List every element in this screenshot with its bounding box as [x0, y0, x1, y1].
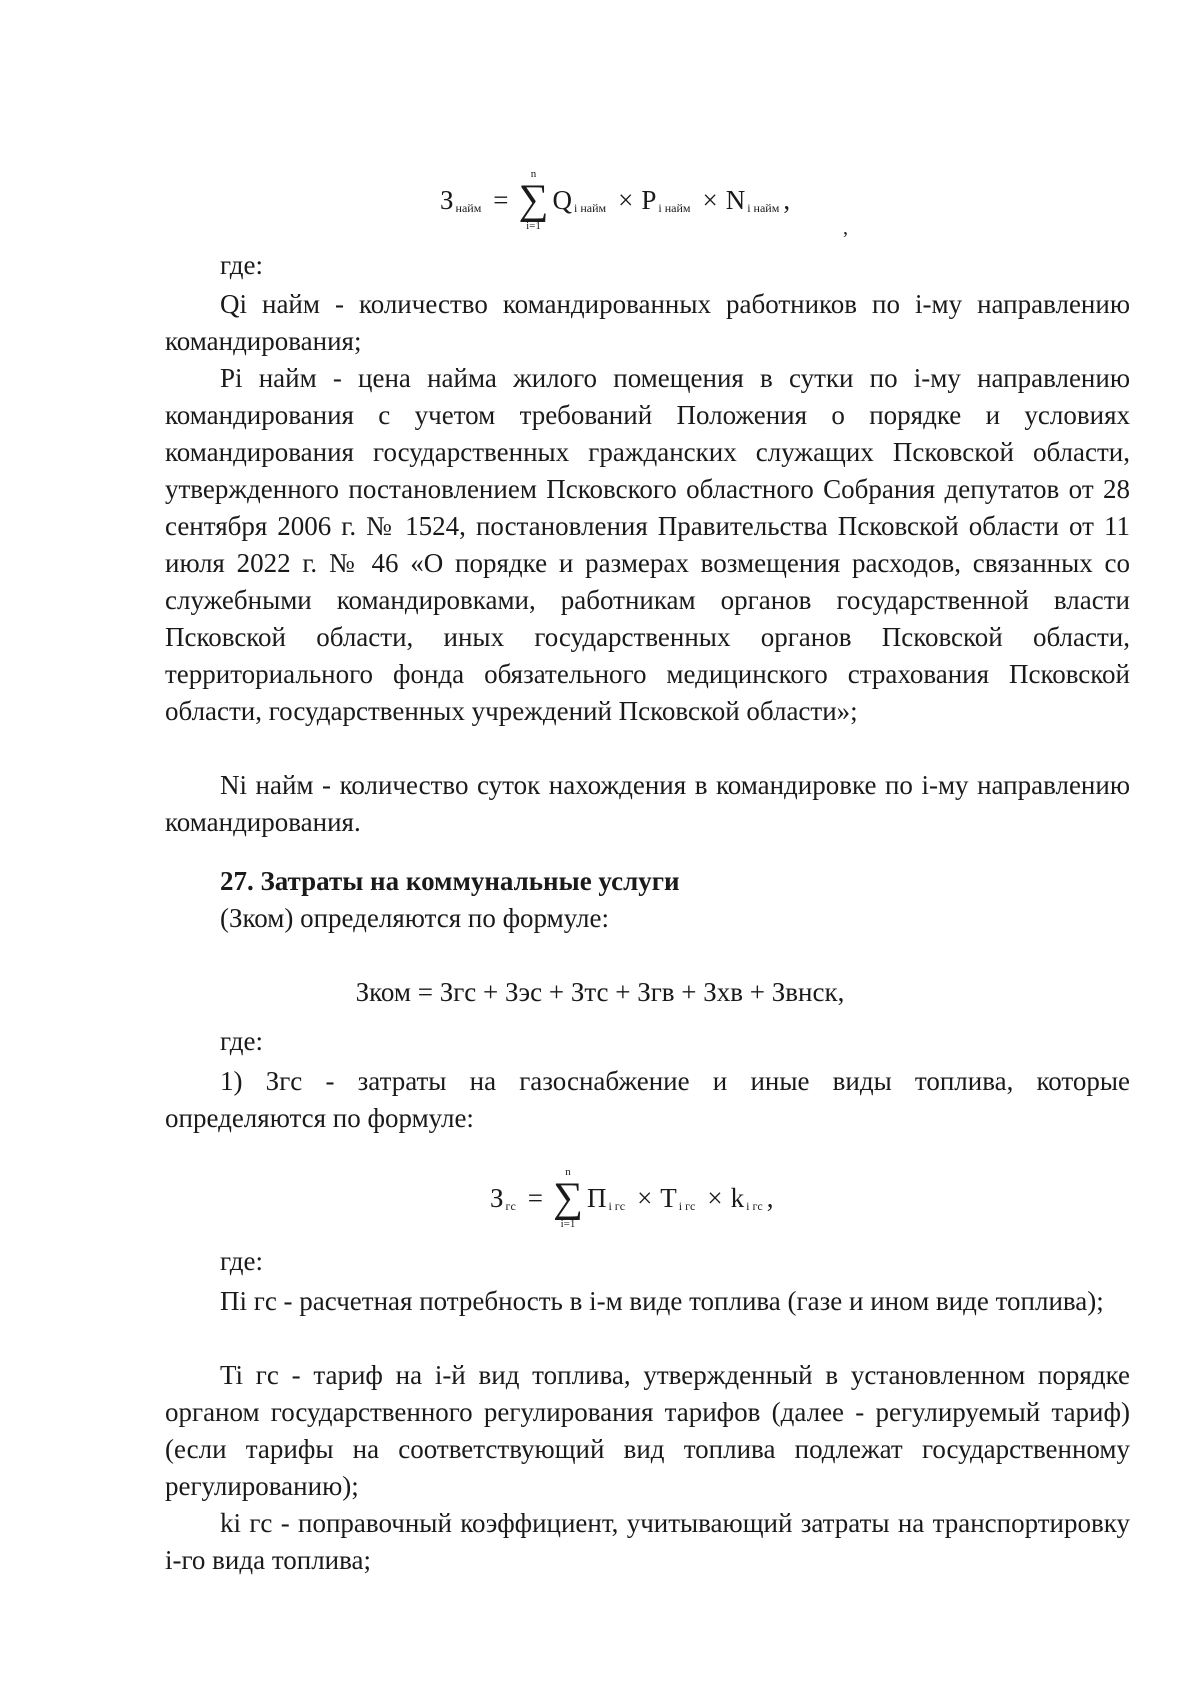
- where-label: где:: [220, 1246, 263, 1276]
- sum-lower-limit: i=1: [560, 1218, 576, 1230]
- where-label: где:: [220, 1026, 263, 1056]
- formula-end: ,: [783, 184, 791, 215]
- term-pi: П: [586, 1182, 607, 1213]
- times-sign: ×: [637, 1182, 653, 1213]
- sum-lower-limit: i=1: [526, 220, 541, 232]
- definition-n: Ni найм - количество суток нахождения в командировке по i-му направлению командирования.: [165, 770, 1130, 837]
- formula-gs: [490, 1163, 773, 1233]
- where-label: где:: [220, 250, 263, 280]
- section-27-subtitle: (Зком) определяются по формуле:: [220, 903, 610, 933]
- formula-end: ,: [766, 1182, 774, 1213]
- formula-lhs: З: [440, 184, 454, 215]
- term-t-sub: i гс: [678, 1198, 696, 1213]
- times-sign: ×: [618, 184, 634, 215]
- definition-pi-gs: Пi гс - расчетная потребность в i-м виде топлива (газе и ином виде топлива);: [220, 1286, 1104, 1316]
- definition-ti-gs: Ti гс - тариф на i-й вид топлива, утвержденный в установленном порядке органом государственного регулирования тарифов (далее - регулируемый тариф) (если тарифы на соответствующий вид топлива подлежат государственному регулированию);: [165, 1360, 1130, 1501]
- times-sign: ×: [707, 1182, 723, 1213]
- term-p: P: [641, 184, 657, 215]
- term-p-sub: i найм: [658, 200, 691, 215]
- sum-symbol: [553, 1166, 583, 1230]
- sum-symbol: [519, 168, 549, 232]
- definition-q: Qi найм - количество командированных работников по i-му направлению командирования;: [165, 289, 1130, 356]
- term-q-sub: i найм: [573, 200, 607, 215]
- section-27-title: 27. Затраты на коммунальные услуги: [220, 866, 680, 896]
- term-t: T: [660, 1182, 677, 1213]
- formula-naim: [440, 165, 790, 235]
- times-sign: ×: [702, 184, 718, 215]
- item-1-gas: 1) Згс - затраты на газоснабжение и иные виды топлива, которые определяются по формуле:: [165, 1066, 1130, 1133]
- term-k-sub: i гс: [746, 1198, 763, 1213]
- formula-lhs-sub: найм: [455, 200, 482, 215]
- definition-ki-gs: ki гс - поправочный коэффициент, учитывающий затраты на транспортировку i-го вида топлива;: [165, 1508, 1130, 1575]
- term-q: Q: [552, 184, 572, 215]
- term-n: N: [725, 184, 746, 215]
- term-pi-sub: i гс: [608, 1198, 626, 1213]
- sigma-glyph: ∑: [553, 1175, 583, 1221]
- formula-lhs-sub: гс: [505, 1198, 516, 1213]
- stray-comma: ,: [843, 217, 848, 239]
- definition-p: Pi найм - цена найма жилого помещения в сутки по i-му направлению командирования с учетом требований Положения о порядке и условиях командирования государственных гражданских служащих Псковской области, утвержденного постановлением Псковского областного Собрания депутатов от 28 сентября 2006 г. № 1524, постановления Правительства Псковской области от 11 июля 2022 г. № 46 «О порядке и размерах возмещения расходов, связанных со служебными командировками, работникам органов государственной власти Псковской области, иных государственных органов Псковской области, территориального фонда обязательного медицинского страхования Псковской области, государственных учреждений Псковской области»;: [165, 363, 1130, 726]
- formula-lhs: З: [490, 1182, 504, 1213]
- term-n-sub: i найм: [747, 200, 780, 215]
- term-k: k: [730, 1182, 745, 1213]
- sum-upper-limit: n: [565, 1166, 571, 1178]
- sum-upper-limit: n: [530, 168, 537, 180]
- formula-eq: =: [493, 184, 509, 215]
- formula-kom: Зком = Згс + Зэс + Зтс + Згв + Зхв + Звнск,: [355, 977, 845, 1007]
- sigma-glyph: ∑: [518, 177, 549, 223]
- formula-eq: =: [527, 1182, 544, 1213]
